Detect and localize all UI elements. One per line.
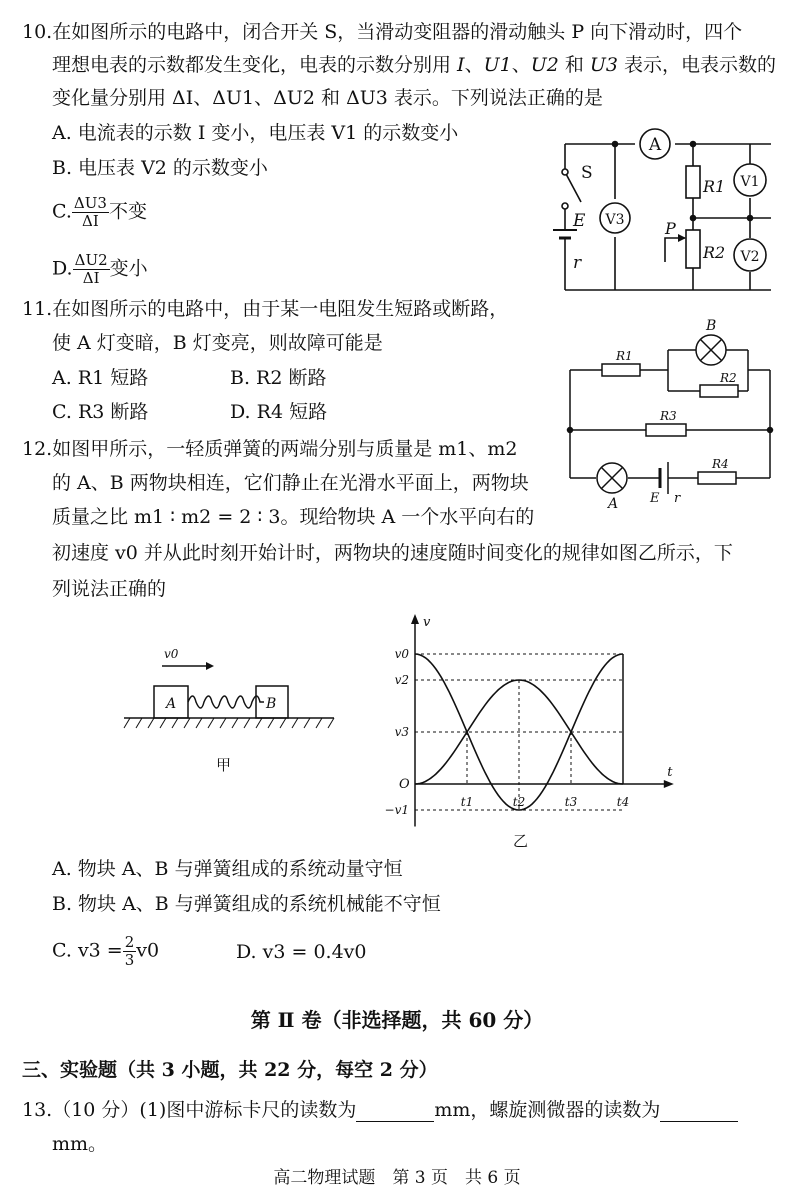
internal-r-label: r <box>573 253 582 273</box>
x-axis-arrow <box>664 780 674 788</box>
ground-hatching <box>124 718 334 728</box>
delta-i: ΔI <box>172 87 194 109</box>
r2-icon <box>700 385 738 397</box>
delta-u2: ΔU2 <box>273 87 315 109</box>
q10-option-b: B. 电压表 V2 的示数变小 <box>52 157 268 179</box>
v2-label: V2 <box>740 249 760 265</box>
q10-line-1: 10.在如图所示的电路中，闭合开关 S，当滑动变阻器的滑动触头 P 向下滑动时，四个 <box>22 21 743 43</box>
q13-blank-1[interactable] <box>356 1103 434 1122</box>
q10-option-d: D. $\frac{\Delta U2}{\Delta I}$ 变小 <box>52 251 148 287</box>
r1-label: R1 <box>616 349 633 363</box>
x-tick-label: t1 <box>460 795 474 809</box>
spring-icon <box>188 696 264 708</box>
r4-icon <box>698 472 736 484</box>
x-tick-label: t4 <box>616 795 630 809</box>
r1-icon <box>602 364 640 376</box>
q12-line-3: 质量之比 m1 ∶ m2 = 2 ∶ 3。现给物块 A 一个水平向右的 <box>52 506 535 528</box>
reading-u1: U1 <box>483 54 512 76</box>
reading-i: I <box>457 54 465 76</box>
v3-label: V3 <box>605 212 625 228</box>
r1-resistor-icon <box>686 166 700 198</box>
q10-option-c: C. $\frac{\Delta U3}{\Delta I}$ 不变 <box>52 194 147 230</box>
y-tick-label: v2 <box>394 673 409 687</box>
x-axis-label: t <box>667 765 673 780</box>
ammeter-label: A <box>648 135 662 155</box>
delta-u1: ΔU1 <box>212 87 255 109</box>
q10-line-3: 变化量分别用 ΔI、ΔU1、ΔU2 和 ΔU3 表示。下列说法正确的是 <box>52 87 603 109</box>
q11-circuit-diagram <box>566 316 780 512</box>
reading-u3: U3 <box>589 54 619 76</box>
lamp-a-label: A <box>608 496 619 512</box>
chart-caption: 乙 <box>513 832 529 850</box>
r2-rheostat-icon <box>686 230 700 268</box>
q11-option-b: B. R2 断路 <box>230 367 327 389</box>
x-tick-label: t2 <box>512 795 526 809</box>
q12-line-4: 初速度 v0 并从此时刻开始计时，两物块的速度随时间变化的规律如图乙所示，下 <box>52 542 733 564</box>
lamp-b-label: B <box>706 318 717 334</box>
part-3-heading: 三、实验题（共 3 小题，共 22 分，每空 2 分） <box>22 1059 438 1081</box>
internal-r-label: r <box>674 491 681 506</box>
section-2-heading: 第 Ⅱ 卷（非选择题，共 60 分） <box>250 1008 544 1032</box>
switch-label: S <box>581 163 593 183</box>
q12-line-1: 12.如图甲所示，一轻质弹簧的两端分别与质量是 m1、m2 <box>22 438 518 460</box>
block-b-label: B <box>266 696 277 712</box>
velocity-time-chart <box>360 612 720 850</box>
delta-u3: ΔU3 <box>346 87 388 109</box>
q13-line: 13.（10 分）(1)图中游标卡尺的读数为 mm，螺旋测微器的读数为 <box>22 1098 738 1122</box>
y-tick-label: v0 <box>394 647 409 661</box>
q12-option-a: A. 物块 A、B 与弹簧组成的系统动量守恒 <box>52 858 403 880</box>
block-a-label: A <box>166 696 177 712</box>
q12-option-b: B. 物块 A、B 与弹簧组成的系统机械能不守恒 <box>52 893 441 915</box>
r2-label: R2 <box>720 371 737 385</box>
q10-circuit-diagram <box>545 122 777 294</box>
emf-label: E <box>650 491 660 506</box>
r3-label: R3 <box>660 409 677 423</box>
q11-option-d: D. R4 短路 <box>230 401 328 423</box>
p-label: P <box>665 219 676 238</box>
q12-option-d: D. v3 = 0.4v0 <box>236 941 367 963</box>
q12-line-2: 的 A、B 两物块相连，它们静止在光滑水平面上，两物块 <box>52 472 529 494</box>
q12-line-5: 列说法正确的 <box>52 578 167 600</box>
q11-option-a: A. R1 短路 <box>52 367 149 389</box>
q13-line-2: mm。 <box>52 1133 108 1155</box>
spring-blocks-figure <box>120 647 340 776</box>
r1-label: R1 <box>703 177 726 196</box>
y-tick-label: −v1 <box>384 803 409 817</box>
page-footer: 高二物理试题 第 3 页 共 6 页 <box>273 1168 521 1188</box>
reading-u2: U2 <box>530 54 559 76</box>
q10-line-2: 理想电表的示数都发生变化，电表的示数分别用 I、U1、U2 和 U3 表示，电表示数的 <box>52 54 777 76</box>
fig-jia-caption: 甲 <box>216 756 232 774</box>
v0-label: v0 <box>164 647 179 661</box>
y-axis-label: v <box>423 615 431 630</box>
v1-label: V1 <box>740 174 760 190</box>
y-axis-arrow <box>411 614 419 624</box>
emf-label: E <box>573 211 586 231</box>
q13-blank-2[interactable] <box>660 1103 738 1122</box>
q10-option-a: A. 电流表的示数 I 变小，电压表 V1 的示数变小 <box>52 122 459 144</box>
r3-icon <box>646 424 686 436</box>
r4-label: R4 <box>712 457 729 471</box>
q11-option-c: C. R3 断路 <box>52 401 149 423</box>
q11-line-1: 11.在如图所示的电路中，由于某一电阻发生短路或断路， <box>22 298 509 320</box>
origin-label: O <box>399 777 410 792</box>
y-tick-label: v3 <box>394 725 409 739</box>
q11-line-2: 使 A 灯变暗，B 灯变亮，则故障可能是 <box>52 332 383 354</box>
q12-option-c: C. v3 = $\frac{2}{3}$ v0 <box>52 933 160 969</box>
r2-label: R2 <box>703 243 726 262</box>
x-tick-label: t3 <box>564 795 578 809</box>
